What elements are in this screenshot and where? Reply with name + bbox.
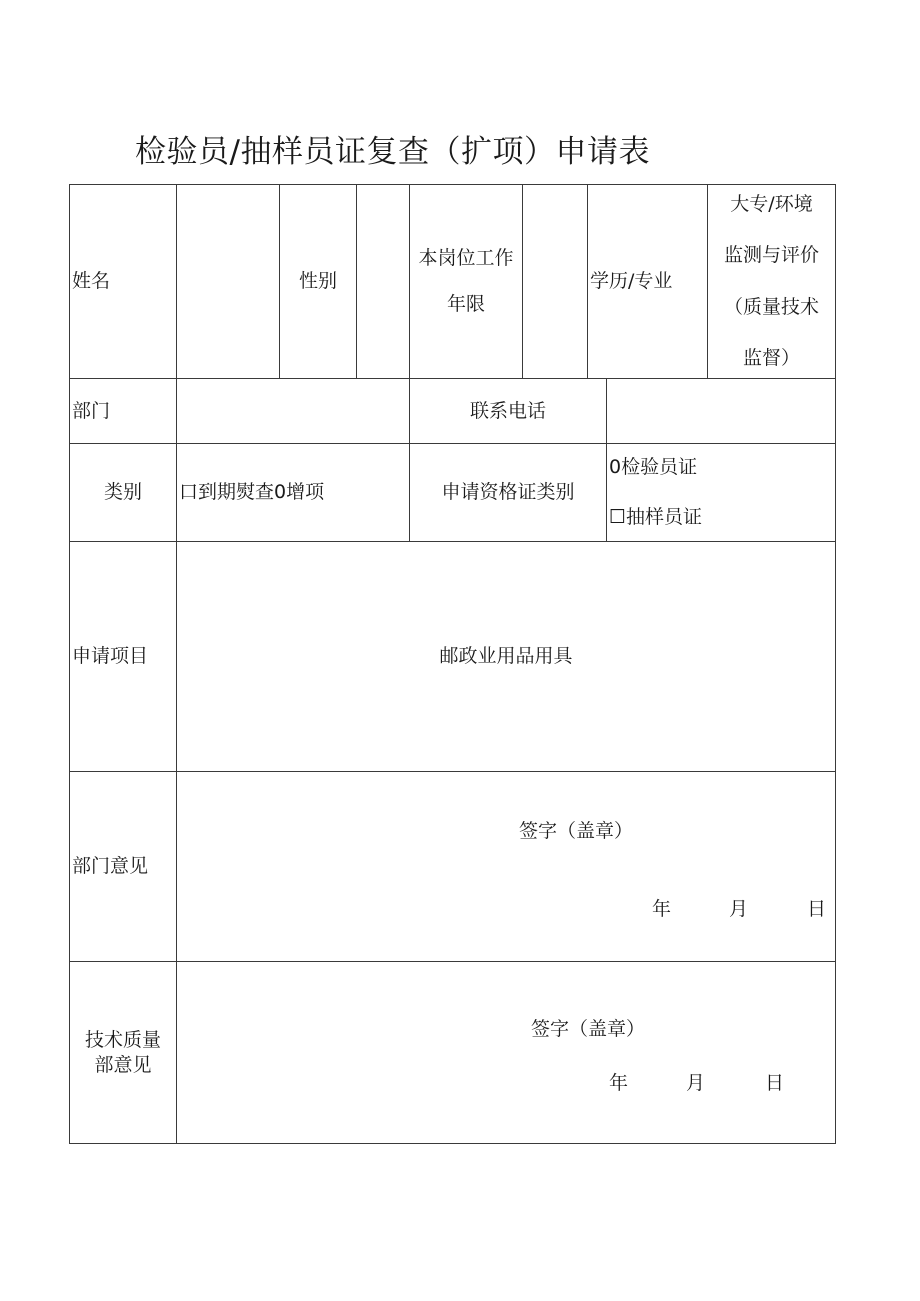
phone-field[interactable] [607, 379, 835, 443]
department-field[interactable] [177, 379, 409, 443]
phone-label [410, 379, 606, 443]
inspector-cert-option[interactable]: 0检验员证 [609, 456, 698, 479]
dept-date-month: 月 [729, 898, 749, 920]
tech-quality-label-line2: 部意见 [94, 1053, 152, 1076]
work-years-field[interactable] [523, 185, 587, 378]
dept-opinion-label [70, 772, 176, 961]
education-label-text: 学历/专业 [590, 270, 673, 293]
tech-date-year: 年 [609, 1072, 629, 1094]
tech-sign-text: 签字（盖章） [531, 1018, 646, 1040]
form-title: 检验员/抽样员证复查（扩项）申请表 [135, 134, 650, 170]
grid-line [835, 184, 836, 1144]
gender-field[interactable] [357, 185, 409, 378]
gender-label [280, 185, 356, 378]
category-label-text: 类别 [103, 481, 142, 504]
name-label-text: 姓名 [72, 270, 111, 293]
education-value-line: 大专/环境 [730, 192, 813, 215]
tech-date-day: 日 [765, 1072, 785, 1094]
dept-date-day: 日 [807, 898, 827, 920]
category-options[interactable] [177, 444, 409, 541]
category-label [70, 444, 176, 541]
dept-sign-text: 签字（盖章） [519, 820, 634, 842]
tech-opinion-field[interactable] [177, 962, 835, 1143]
project-label [70, 542, 176, 771]
cert-type-label-text: 申请资格证类别 [441, 481, 575, 504]
dept-opinion-label-text: 部门意见 [72, 855, 149, 878]
name-field[interactable] [177, 185, 279, 378]
grid-line [69, 1143, 836, 1144]
project-field[interactable] [177, 542, 835, 771]
tech-date-month: 月 [686, 1072, 706, 1094]
education-value-line: 监测与评价 [723, 244, 819, 267]
tech-quality-opinion-label [70, 962, 176, 1143]
tech-quality-label-line1: 技术质量 [84, 1028, 161, 1051]
dept-opinion-field[interactable] [177, 772, 835, 961]
sampler-cert-option[interactable]: ☐抽样员证 [609, 505, 703, 528]
education-value-line: 监督） [742, 346, 800, 369]
work-years-label-line2: 年限 [446, 292, 485, 315]
project-label-text: 申请项目 [72, 645, 149, 668]
name-label [70, 185, 176, 378]
dept-date-year: 年 [652, 898, 672, 920]
category-options-text: 口到期熨查0增项 [179, 481, 325, 504]
work-years-label-line1: 本岗位工作 [418, 246, 514, 269]
education-label [588, 185, 708, 378]
cert-type-label [410, 444, 606, 541]
work-years-label [410, 185, 522, 378]
phone-label-text: 联系电话 [469, 399, 546, 422]
cert-type-options[interactable] [607, 444, 835, 541]
gender-label-text: 性别 [298, 270, 337, 293]
department-label-text: 部门 [72, 399, 111, 422]
department-label [70, 379, 176, 443]
project-value: 邮政业用品用具 [439, 645, 573, 668]
education-field[interactable] [708, 185, 835, 378]
education-value-line: （质量技术 [723, 295, 819, 318]
